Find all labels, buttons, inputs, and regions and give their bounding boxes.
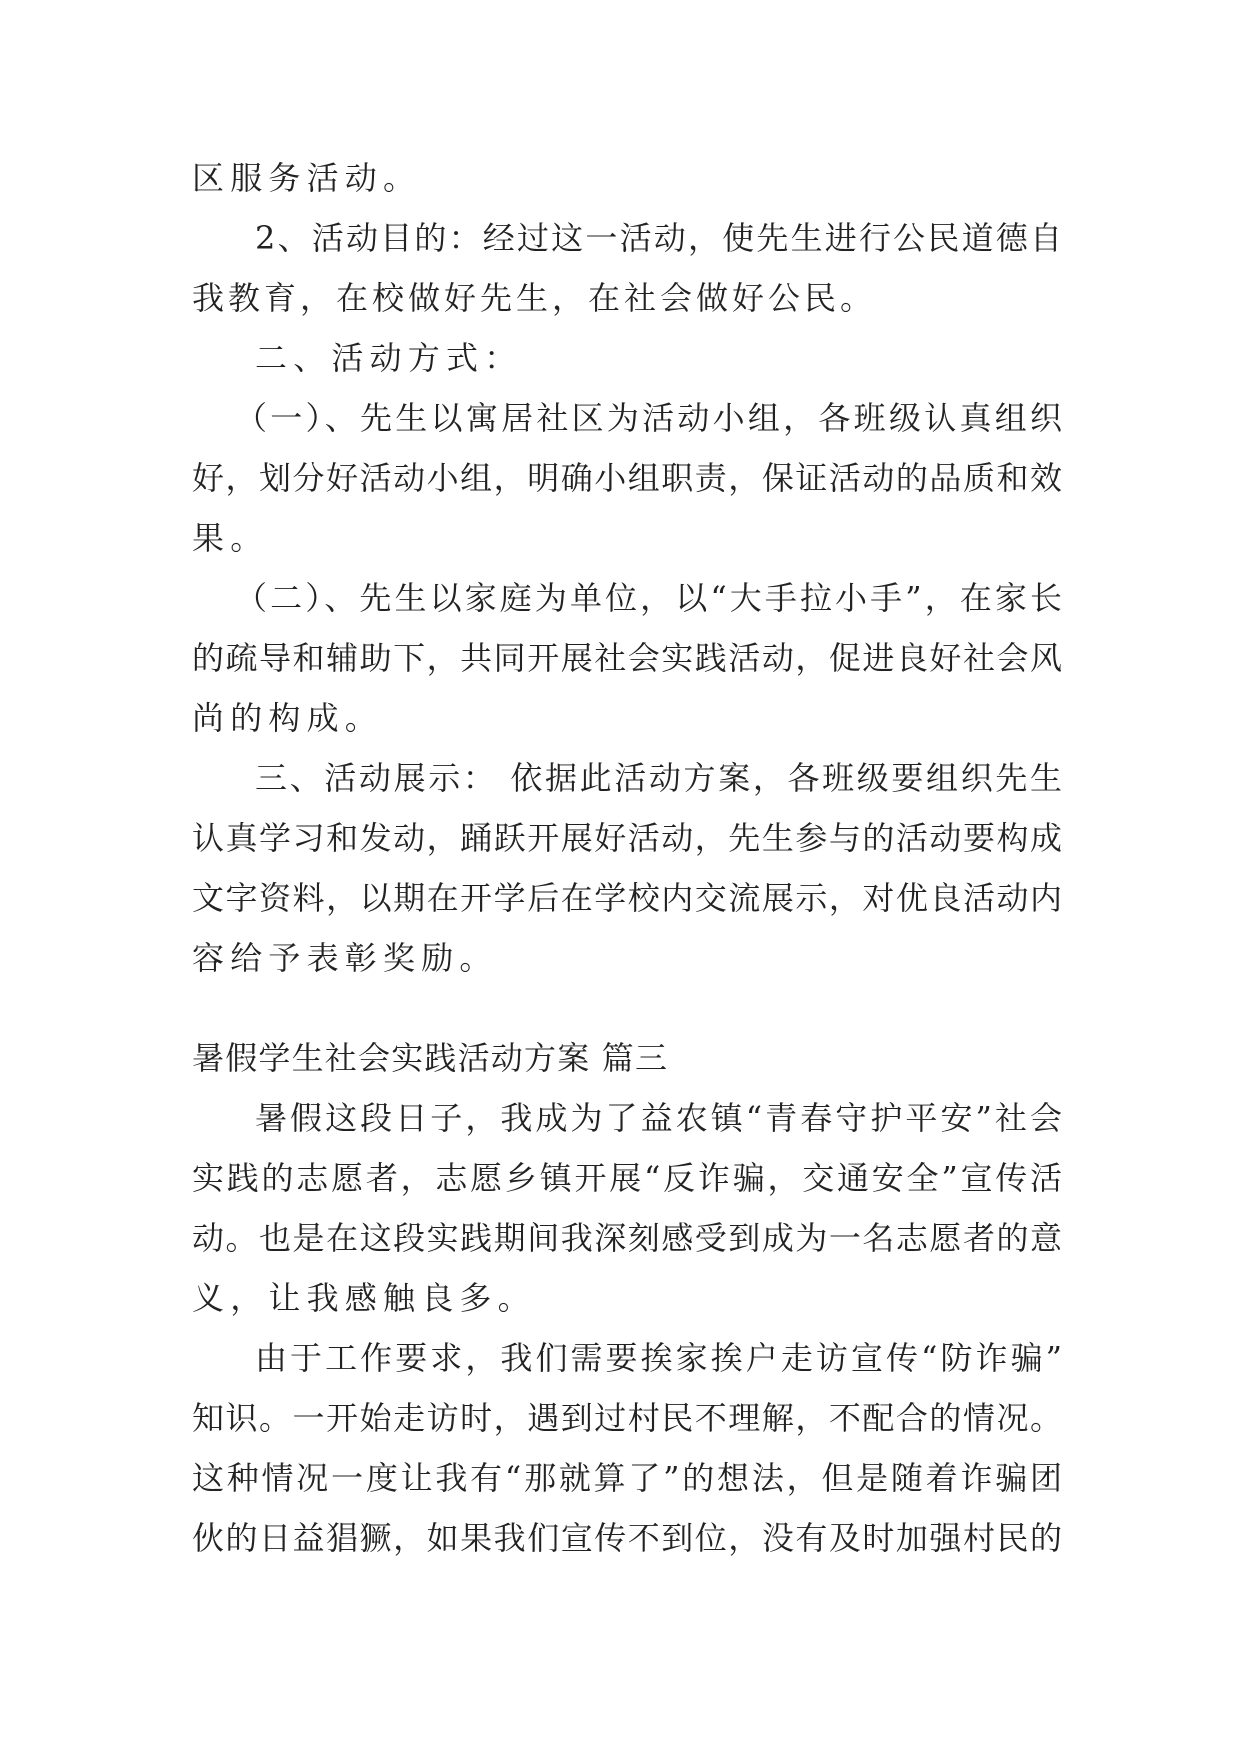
article-heading: 暑假学生社会实践活动方案 篇三 bbox=[192, 1039, 669, 1077]
text-line: 实践的志愿者，志愿乡镇开展“反诈骗，交通安全”宣传活 bbox=[192, 1159, 1062, 1197]
text-line: （二）、先生以家庭为单位，以“大手拉小手”，在家长 bbox=[235, 579, 1062, 617]
text-line: 区服务活动。 bbox=[192, 159, 422, 197]
text-line: 好，划分好活动小组，明确小组职责，保证活动的品质和效 bbox=[192, 459, 1062, 497]
text-line: 义，让我感触良多。 bbox=[192, 1279, 536, 1317]
text-line: 三、活动展示： 依据此活动方案，各班级要组织先生 bbox=[255, 759, 1062, 797]
text-line: 我教育，在校做好先生，在社会做好公民。 bbox=[192, 279, 872, 317]
text-line: 果。 bbox=[192, 519, 269, 557]
text-line: 认真学习和发动，踊跃开展好活动，先生参与的活动要构成 bbox=[192, 819, 1062, 857]
text-line: 暑假这段日子，我成为了益农镇“青春守护平安”社会 bbox=[255, 1099, 1062, 1137]
text-line: 的疏导和辅助下，共同开展社会实践活动，促进良好社会风 bbox=[192, 639, 1062, 677]
text-line: 知识。一开始走访时，遇到过村民不理解，不配合的情况。 bbox=[192, 1399, 1062, 1437]
text-line: 由于工作要求，我们需要挨家挨户走访宣传“防诈骗” bbox=[255, 1339, 1062, 1377]
text-line: 2、活动目的：经过这一活动，使先生进行公民道德自 bbox=[255, 219, 1062, 257]
text-line: 伙的日益猖獗，如果我们宣传不到位，没有及时加强村民的 bbox=[192, 1519, 1062, 1557]
text-line: 动。也是在这段实践期间我深刻感受到成为一名志愿者的意 bbox=[192, 1219, 1062, 1257]
text-line: （一）、先生以寓居社区为活动小组，各班级认真组织 bbox=[235, 399, 1062, 437]
text-line: 尚的构成。 bbox=[192, 699, 384, 737]
section-heading: 二、活动方式： bbox=[255, 339, 523, 377]
text-line: 容给予表彰奖励。 bbox=[192, 939, 498, 977]
text-line: 这种情况一度让我有“那就算了”的想法，但是随着诈骗团 bbox=[192, 1459, 1062, 1497]
text-line: 文字资料，以期在开学后在学校内交流展示，对优良活动内 bbox=[192, 879, 1062, 917]
